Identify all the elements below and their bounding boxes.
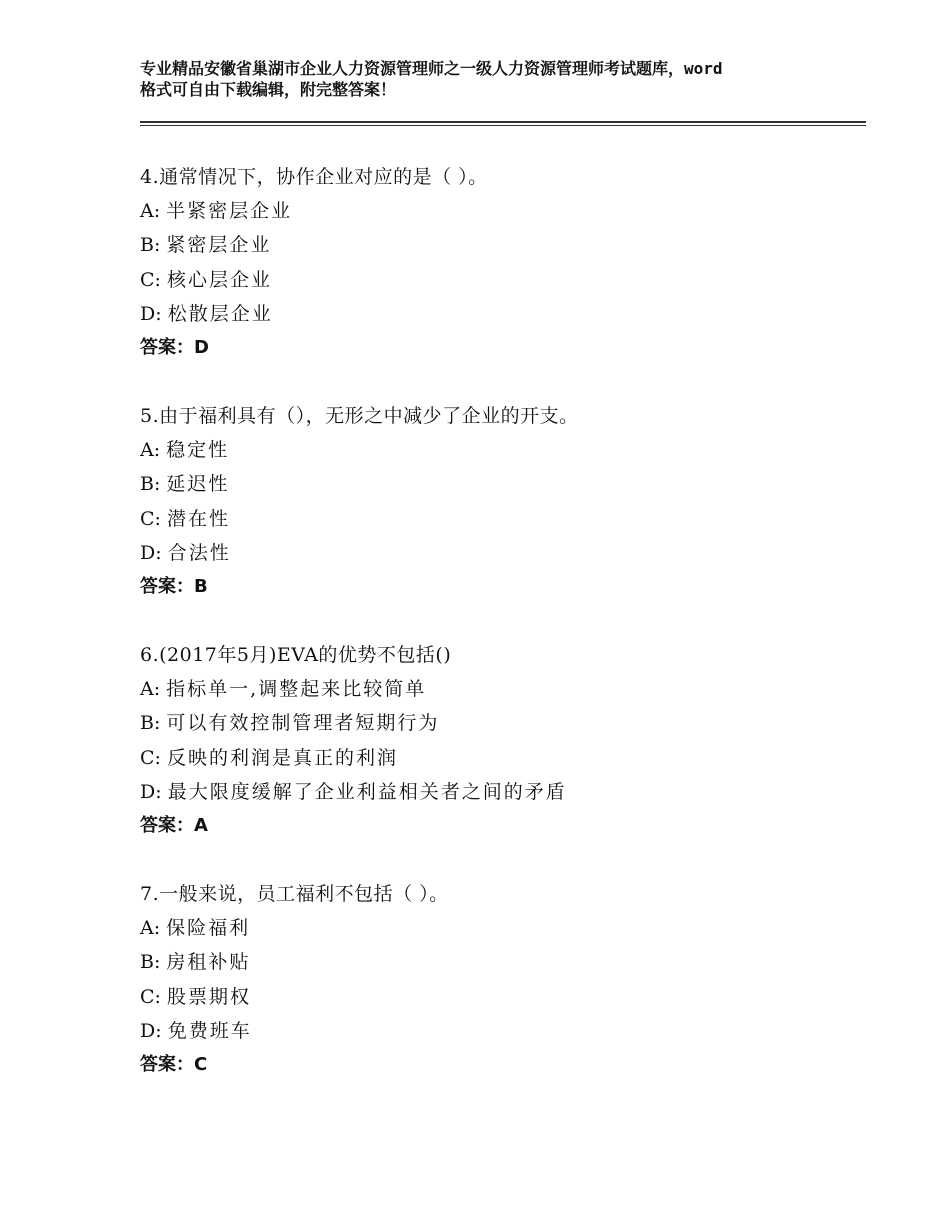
question-block-7	[140, 877, 860, 1082]
option-letter: D:	[140, 302, 162, 325]
option-letter: A:	[140, 678, 161, 701]
option-letter: A:	[140, 917, 161, 940]
option-letter: C:	[140, 985, 161, 1008]
answer-line: 答案：C	[140, 1053, 208, 1075]
option-text: 房租补贴	[166, 951, 251, 974]
option-letter: B:	[140, 473, 161, 496]
option-text: 潜在性	[167, 507, 231, 530]
option-letter: A:	[140, 439, 161, 462]
option-letter: D:	[140, 1019, 162, 1042]
option-c	[140, 741, 860, 775]
option-letter: B:	[140, 712, 161, 735]
option-c	[140, 502, 860, 536]
option-b	[140, 228, 860, 262]
question-stem: 5.由于福利具有（），无形之中减少了企业的开支。	[140, 405, 579, 427]
question-stem: 7.一般来说，员工福利不包括（ ）。	[140, 883, 449, 905]
option-text: 紧密层企业	[166, 234, 272, 257]
question-stem: 6.(2017年5月)EVA的优势不包括()	[140, 644, 452, 666]
option-letter: D:	[140, 541, 162, 564]
document-header: 专业精品安徽省巢湖市企业人力资源管理师之一级人力资源管理师考试题库，word 格式可自由下载编辑，附完整答案！	[140, 59, 723, 99]
option-text: 稳定性	[166, 439, 230, 462]
question-block-4	[140, 160, 860, 365]
option-text: 核心层企业	[167, 268, 273, 291]
option-a	[140, 911, 860, 945]
option-letter: A:	[140, 200, 161, 223]
option-a	[140, 433, 860, 467]
option-b	[140, 467, 860, 501]
option-letter: B:	[140, 951, 161, 974]
question-block-5	[140, 399, 860, 604]
option-text: 合法性	[167, 541, 231, 564]
option-c	[140, 980, 860, 1014]
option-text: 保险福利	[166, 917, 251, 940]
answer-line: 答案：D	[140, 336, 209, 358]
option-text: 免费班车	[167, 1019, 252, 1042]
option-a	[140, 672, 860, 706]
option-text: 松散层企业	[167, 302, 273, 325]
answer-line: 答案：B	[140, 575, 208, 597]
option-letter: C:	[140, 507, 161, 530]
option-text: 指标单一,调整起来比较简单	[166, 678, 427, 701]
option-text: 延迟性	[166, 473, 230, 496]
option-d	[140, 536, 860, 570]
answer-line: 答案：A	[140, 814, 208, 836]
option-letter: D:	[140, 780, 162, 803]
option-b	[140, 706, 860, 740]
option-text: 股票期权	[167, 985, 252, 1008]
option-d	[140, 297, 860, 331]
option-text: 半紧密层企业	[166, 200, 293, 223]
question-block-6	[140, 638, 860, 843]
header-divider-bottom	[140, 125, 866, 126]
option-letter: C:	[140, 268, 161, 291]
option-c	[140, 263, 860, 297]
option-a	[140, 194, 860, 228]
option-b	[140, 945, 860, 979]
option-letter: B:	[140, 234, 161, 257]
header-divider-top	[140, 121, 866, 123]
option-d	[140, 1014, 860, 1048]
option-letter: C:	[140, 746, 161, 769]
option-text: 最大限度缓解了企业利益相关者之间的矛盾	[167, 780, 567, 803]
option-text: 可以有效控制管理者短期行为	[166, 712, 440, 735]
question-stem: 4.通常情况下，协作企业对应的是（ ）。	[140, 166, 488, 188]
option-d	[140, 775, 860, 809]
option-text: 反映的利润是真正的利润	[167, 746, 399, 769]
